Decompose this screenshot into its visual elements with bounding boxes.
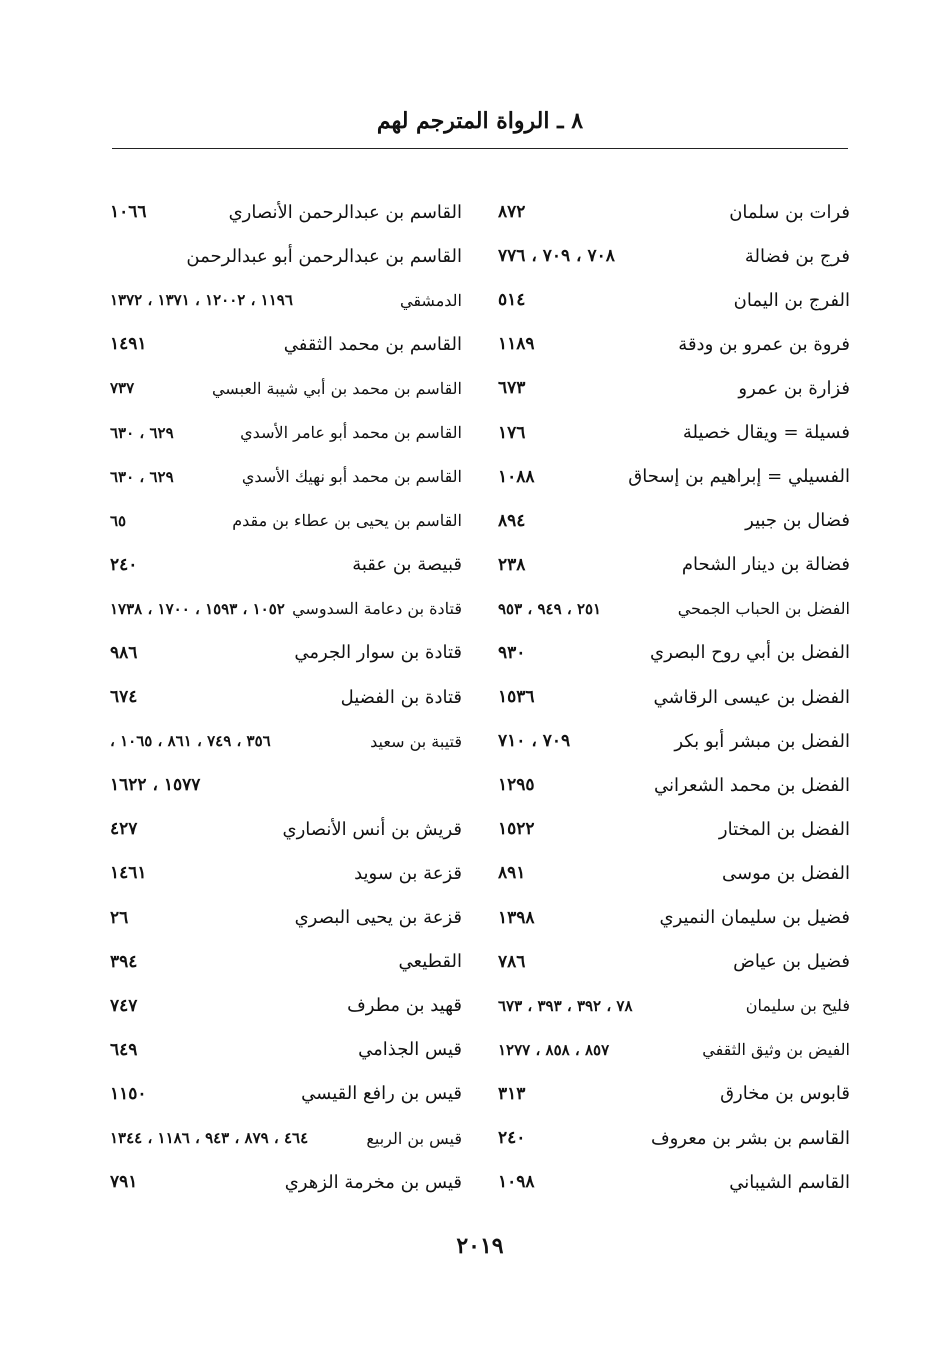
index-entry	[110, 278, 462, 322]
narrator-name: الفضل بن أبي روح البصري	[650, 642, 850, 664]
narrator-name: قابوس بن مخارق	[720, 1083, 850, 1105]
index-entry	[110, 234, 462, 278]
narrator-name: قتادة بن دعامة السدوسي	[292, 599, 462, 619]
reference-numbers: ٢٤٠	[110, 554, 138, 575]
index-entry	[110, 366, 462, 410]
index-entry	[498, 587, 850, 631]
narrator-name: فروة بن عمرو بن ودقة	[678, 333, 850, 355]
narrator-name: الفرج بن اليمان	[733, 289, 850, 311]
index-entry	[498, 719, 850, 763]
narrator-name: قيس بن رافع القيسي	[301, 1083, 462, 1105]
narrator-name: قزعة بن سويد	[354, 862, 462, 884]
narrator-name: الفيض بن وثيق الثقفي	[702, 1040, 850, 1060]
index-entry	[498, 234, 850, 278]
index-entry	[110, 851, 462, 895]
index-entry	[110, 675, 462, 719]
index-entry	[498, 631, 850, 675]
reference-numbers: ٩٨٦	[110, 642, 138, 663]
reference-numbers: ٢٤٠	[498, 1128, 526, 1149]
index-entry	[498, 1028, 850, 1072]
narrator-name: قهيد بن مطرف	[347, 995, 462, 1017]
narrator-name: الفضل بن عيسى الرقاشي	[653, 686, 850, 708]
reference-numbers: ٨٥٧ ، ٨٥٨ ، ١٢٧٧	[498, 1040, 610, 1059]
reference-numbers: ٧٩١	[110, 1172, 138, 1193]
index-entry-continuation	[110, 763, 462, 807]
reference-numbers: ١١٨٩	[498, 334, 535, 355]
index-entry	[110, 1072, 462, 1116]
narrator-name: قتادة بن سوار الجرمي	[294, 642, 462, 664]
index-entry	[110, 322, 462, 366]
reference-numbers: ١٠٥٢ ، ١٥٩٣ ، ١٧٠٠ ، ١٧٣٨	[110, 599, 285, 618]
reference-numbers: ٦٢٩ ، ٦٣٠	[110, 467, 174, 486]
reference-numbers: ٦٧٣	[498, 378, 526, 399]
reference-numbers: ٤٦٤ ، ٨٧٩ ، ٩٤٣ ، ١١٨٦ ، ١٣٤٤	[110, 1129, 309, 1148]
right-column	[498, 190, 850, 1204]
reference-numbers: ١٣٩٨	[498, 907, 535, 928]
index-entry	[498, 499, 850, 543]
reference-numbers: ٧٨٦	[498, 951, 526, 972]
reference-numbers: ٣١٣	[498, 1083, 526, 1104]
narrator-name: القاسم بن عبدالرحمن الأنصاري	[228, 201, 462, 223]
index-entry	[498, 322, 850, 366]
narrator-name: القاسم بن محمد أبو عامر الأسدي	[240, 423, 462, 443]
index-entry	[110, 631, 462, 675]
index-entry	[110, 896, 462, 940]
index-entry	[110, 1028, 462, 1072]
index-entry	[110, 190, 462, 234]
narrator-name: الفضل بن الحباب الجمحي	[677, 599, 850, 619]
reference-numbers: ١٠٨٨	[498, 466, 535, 487]
index-entry	[498, 851, 850, 895]
reference-numbers: ١١٩٦ ، ١٢٠٠٢ ، ١٣٧١ ، ١٣٧٢	[110, 291, 293, 310]
index-entry	[110, 543, 462, 587]
index-entry	[110, 719, 462, 763]
index-entry	[498, 896, 850, 940]
narrator-name: فسيلة = ويقال خصيلة	[682, 422, 850, 444]
reference-numbers: ١٤٩١	[110, 334, 147, 355]
narrator-name: فضيل بن عياض	[733, 951, 850, 973]
reference-numbers: ١٠٦٦	[110, 202, 147, 223]
reference-numbers: ٢٦	[110, 907, 129, 928]
reference-numbers: ٣٩٤	[110, 951, 138, 972]
index-entry	[498, 984, 850, 1028]
narrator-name: قبيصة بن عقبة	[352, 554, 462, 576]
narrator-name: القطيعي	[398, 951, 462, 973]
narrator-name: الفضل بن محمد الشعراني	[654, 774, 850, 796]
reference-numbers: ٦٥	[110, 511, 127, 530]
narrator-name: قتادة بن الفضيل	[340, 686, 462, 708]
index-entry	[110, 940, 462, 984]
narrator-name: القاسم بن عبدالرحمن أبو عبدالرحمن	[186, 245, 462, 267]
index-entry	[498, 278, 850, 322]
reference-numbers: ٦٧٤	[110, 687, 138, 708]
index-entry	[498, 807, 850, 851]
narrator-name: الفضل بن المختار	[718, 818, 850, 840]
narrator-name: القاسم الشيباني	[729, 1171, 850, 1193]
reference-numbers: ٨٧٢	[498, 202, 526, 223]
narrator-name: قريش بن أنس الأنصاري	[282, 818, 462, 840]
narrator-name: فليح بن سليمان	[745, 996, 850, 1016]
narrator-name: الفضل بن موسى	[721, 862, 850, 884]
index-entry	[110, 455, 462, 499]
reference-numbers: ٧٤٧	[110, 995, 138, 1016]
narrator-name: القاسم بن بشر بن معروف	[650, 1127, 850, 1149]
index-entry	[110, 499, 462, 543]
narrator-name: فضالة بن دينار الشحام	[681, 554, 850, 576]
narrator-name: القاسم بن محمد أبو نهيك الأسدي	[241, 467, 462, 487]
index-entry	[498, 1160, 850, 1204]
reference-numbers: ٧٣٧	[110, 379, 135, 398]
index-entry	[498, 455, 850, 499]
reference-numbers: ٢٥١ ، ٩٤٩ ، ٩٥٣	[498, 599, 602, 618]
index-entry	[498, 675, 850, 719]
reference-numbers: ١٥٧٧ ، ١٦٢٢	[110, 775, 201, 796]
index-entry	[498, 1072, 850, 1116]
narrator-name: فضيل بن سليمان النميري	[659, 907, 850, 929]
narrator-name: الفضل بن مبشر أبو بكر	[674, 730, 850, 752]
narrator-name: فرات بن سلمان	[729, 201, 850, 223]
reference-numbers: ٧٨ ، ٣٩٢ ، ٣٩٣ ، ٦٧٣	[498, 996, 633, 1015]
index-entry	[110, 984, 462, 1028]
reference-numbers: ٦٤٩	[110, 1039, 138, 1060]
narrator-name: فضال بن جبير	[745, 510, 850, 532]
narrator-name: القاسم بن يحيى بن عطاء بن مقدم	[232, 511, 462, 531]
reference-numbers: ٧٠٩ ، ٧١٠	[498, 731, 571, 752]
index-entry	[498, 543, 850, 587]
index-entry	[498, 190, 850, 234]
index-entry	[498, 1116, 850, 1160]
index-entry	[498, 366, 850, 410]
reference-numbers: ١٢٩٥	[498, 775, 535, 796]
narrator-name: قيس بن الربيع	[366, 1128, 462, 1148]
narrator-name: قزعة بن يحيى البصري	[294, 907, 462, 929]
page-number: ٢٠١٩	[456, 1233, 504, 1259]
left-column	[110, 190, 462, 1204]
reference-numbers: ١٥٢٢	[498, 819, 535, 840]
reference-numbers: ٦٢٩ ، ٦٣٠	[110, 423, 174, 442]
narrator-name: الفسيلي = إبراهيم بن إسحاق	[628, 466, 850, 488]
reference-numbers: ٨٩١	[498, 863, 526, 884]
reference-numbers: ٩٣٠	[498, 642, 526, 663]
index-entry	[110, 1160, 462, 1204]
narrator-name: قيس الجذامي	[358, 1039, 462, 1061]
narrator-name: الدمشقي	[400, 290, 462, 310]
index-entry	[110, 1116, 462, 1160]
index-entry	[110, 410, 462, 454]
reference-numbers: ٤٢٧	[110, 819, 138, 840]
narrator-name: فرج بن فضالة	[744, 245, 850, 267]
header-divider	[112, 148, 848, 149]
index-entry	[498, 763, 850, 807]
reference-numbers: ١٥٣٦	[498, 687, 535, 708]
narrator-name: فزارة بن عمرو	[738, 377, 850, 399]
page-header: ٨ ـ الرواة المترجم لهم	[376, 108, 584, 134]
index-entry	[110, 587, 462, 631]
reference-numbers: ١٤٦١	[110, 863, 147, 884]
reference-numbers: ١١٥٠	[110, 1083, 147, 1104]
reference-numbers: ٧٠٨ ، ٧٠٩ ، ٧٧٦	[498, 246, 615, 267]
index-entry	[498, 410, 850, 454]
reference-numbers: ٢٣٨	[498, 554, 526, 575]
narrator-name: قيس بن مخرمة الزهري	[284, 1171, 462, 1193]
reference-numbers: ٥١٤	[498, 290, 526, 311]
narrator-name: القاسم بن محمد الثقفي	[283, 333, 462, 355]
narrator-name: القاسم بن محمد بن أبي شيبة العبسي	[211, 378, 462, 398]
index-entry	[110, 807, 462, 851]
reference-numbers: ١٠٩٨	[498, 1172, 535, 1193]
reference-numbers: ٣٥٦ ، ٧٤٩ ، ٨٦١ ، ١٠٦٥ ،	[110, 732, 271, 751]
reference-numbers: ٨٩٤	[498, 510, 526, 531]
reference-numbers: ١٧٦	[498, 422, 526, 443]
narrator-name: قتيبة بن سعيد	[370, 731, 462, 751]
index-entry	[498, 940, 850, 984]
